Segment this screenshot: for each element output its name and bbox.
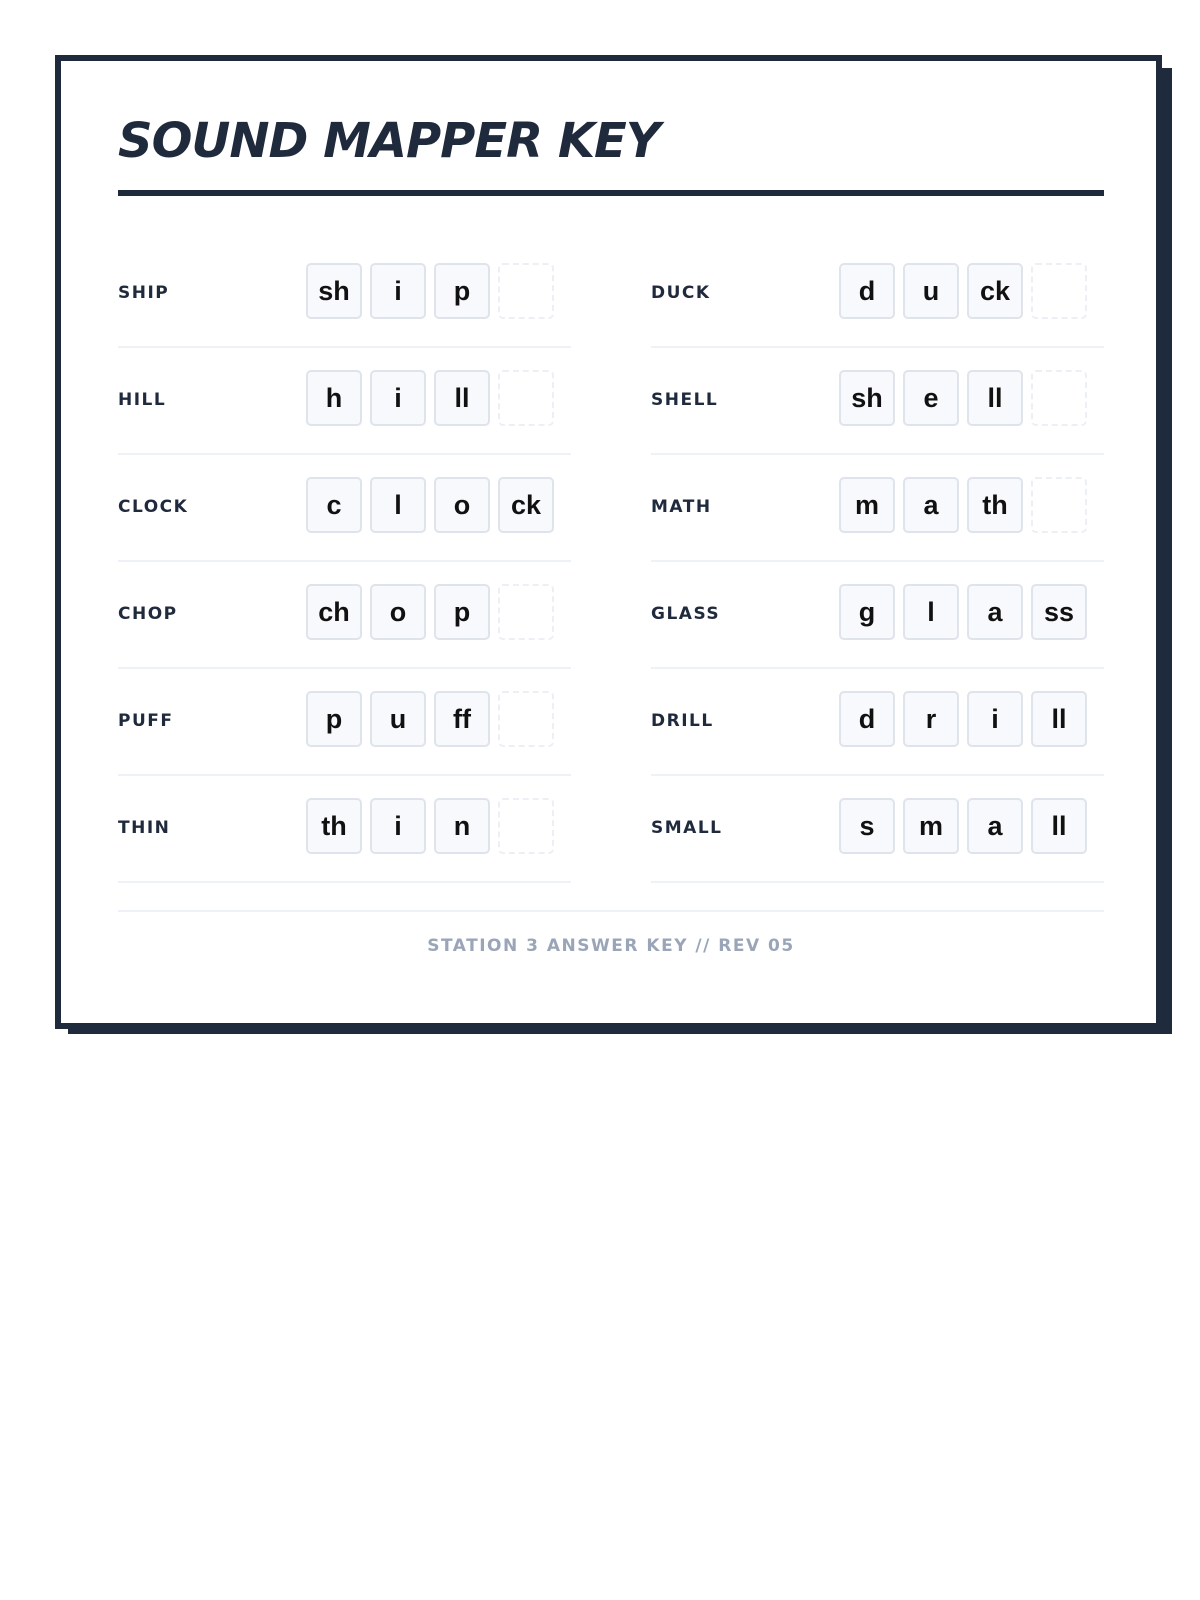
sound-tile: e (903, 370, 959, 426)
sound-tile: l (370, 477, 426, 533)
sound-tile: ll (1031, 798, 1087, 854)
empty-sound-box (498, 370, 554, 426)
word-label: SHIP (118, 283, 170, 303)
word-row (118, 776, 571, 883)
sound-tile: ss (1031, 584, 1087, 640)
sound-tile: l (903, 584, 959, 640)
word-label: CHOP (118, 604, 178, 624)
empty-sound-box (1031, 370, 1087, 426)
sound-tile: i (370, 263, 426, 319)
sound-tile: th (306, 798, 362, 854)
sound-tiles (306, 263, 554, 319)
sound-tile: a (967, 584, 1023, 640)
empty-sound-box (498, 691, 554, 747)
sound-tile: u (903, 263, 959, 319)
word-label: MATH (651, 497, 712, 517)
word-label: DRILL (651, 711, 714, 731)
sound-tile: ck (967, 263, 1023, 319)
sound-tile: m (903, 798, 959, 854)
word-label: GLASS (651, 604, 721, 624)
sound-tile: sh (306, 263, 362, 319)
sound-tile: d (839, 691, 895, 747)
footer-divider (118, 910, 1104, 912)
sound-tile: u (370, 691, 426, 747)
sound-tile: r (903, 691, 959, 747)
word-row (651, 455, 1104, 562)
sound-tile: s (839, 798, 895, 854)
footer-label: STATION 3 ANSWER KEY // REV 05 (427, 936, 795, 956)
word-row (651, 241, 1104, 348)
sound-tiles (839, 584, 1087, 640)
title-divider (118, 190, 1104, 196)
sound-tiles (306, 584, 554, 640)
word-label: HILL (118, 390, 167, 410)
sound-tile: c (306, 477, 362, 533)
sound-tiles (306, 477, 554, 533)
empty-sound-box (498, 798, 554, 854)
sound-tile: ch (306, 584, 362, 640)
left-word-column (118, 241, 571, 883)
sound-tile: i (370, 798, 426, 854)
sound-tile: p (434, 263, 490, 319)
sound-tile: p (434, 584, 490, 640)
word-row (118, 455, 571, 562)
sound-tile: o (434, 477, 490, 533)
sound-tile: i (370, 370, 426, 426)
word-row (651, 562, 1104, 669)
word-label: CLOCK (118, 497, 189, 517)
sound-tile: th (967, 477, 1023, 533)
sound-tile: ck (498, 477, 554, 533)
word-row (118, 669, 571, 776)
sound-tile: n (434, 798, 490, 854)
word-label: SMALL (651, 818, 723, 838)
sound-tiles (306, 798, 554, 854)
word-label: DUCK (651, 283, 711, 303)
sound-tile: a (967, 798, 1023, 854)
sound-tile: ff (434, 691, 490, 747)
sound-tile: d (839, 263, 895, 319)
word-label: PUFF (118, 711, 174, 731)
sound-tile: h (306, 370, 362, 426)
sound-tile: i (967, 691, 1023, 747)
word-row (651, 776, 1104, 883)
sound-tiles (839, 263, 1087, 319)
word-row (651, 669, 1104, 776)
sound-tile: m (839, 477, 895, 533)
sound-tile: g (839, 584, 895, 640)
empty-sound-box (498, 584, 554, 640)
empty-sound-box (1031, 263, 1087, 319)
sound-tiles (839, 477, 1087, 533)
sound-tiles (839, 691, 1087, 747)
right-word-column (651, 241, 1104, 883)
page-title: SOUND MAPPER KEY (118, 113, 660, 169)
sound-tile: ll (434, 370, 490, 426)
word-row (118, 241, 571, 348)
word-row (118, 348, 571, 455)
sound-tiles (839, 370, 1087, 426)
sound-tile: sh (839, 370, 895, 426)
sound-tile: p (306, 691, 362, 747)
word-label: THIN (118, 818, 171, 838)
word-row (118, 562, 571, 669)
sound-tiles (306, 691, 554, 747)
word-row (651, 348, 1104, 455)
sound-tile: o (370, 584, 426, 640)
answer-key-card (55, 55, 1162, 1029)
sound-tiles (839, 798, 1087, 854)
sound-tile: ll (967, 370, 1023, 426)
empty-sound-box (1031, 477, 1087, 533)
sound-tile: a (903, 477, 959, 533)
sound-tiles (306, 370, 554, 426)
sound-tile: ll (1031, 691, 1087, 747)
empty-sound-box (498, 263, 554, 319)
word-label: SHELL (651, 390, 719, 410)
